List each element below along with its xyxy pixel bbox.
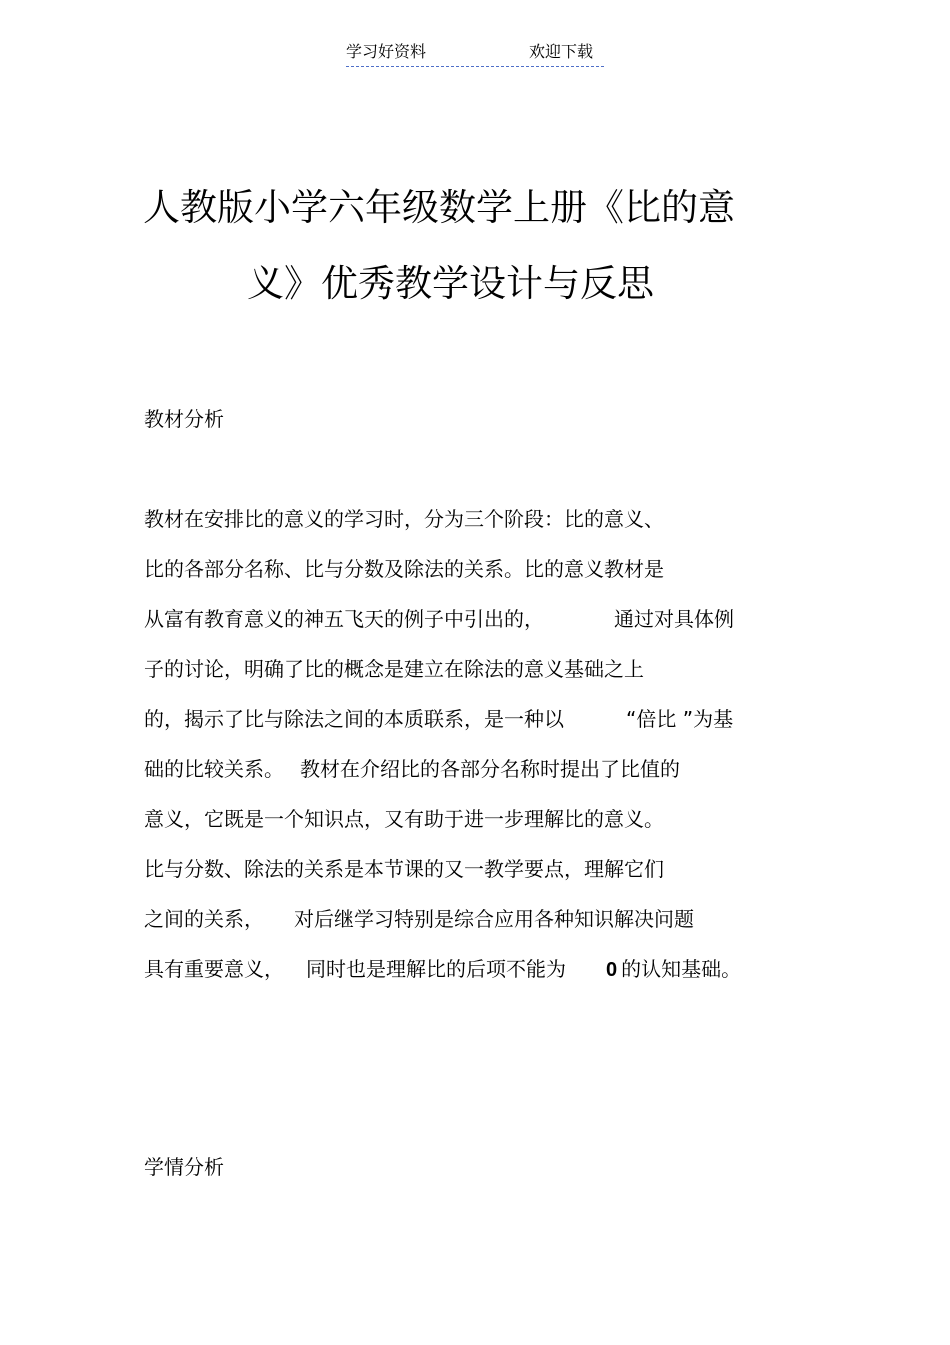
paragraph-line (144, 605, 734, 633)
paragraph-line: 意义，它既是一个知识点，又有助于进一步理解比的意义。 (144, 807, 664, 831)
line-segment: 通过对具体例 (614, 607, 734, 631)
line-number: 0 (606, 959, 618, 981)
header-left-text: 学习好资料 (346, 42, 427, 61)
line-segment: 对后继学习特别是综合应用各种知识解决问题 (294, 907, 694, 931)
line-segment: 的，揭示了比与除法之间的本质联系，是一种以 (144, 707, 564, 731)
line-segment: 教材在介绍比的各部分名称时提出了比值的 (300, 757, 680, 781)
line-segment: 的认知基础。 (621, 957, 742, 981)
line-segment: 从富有教育意义的神五飞天的例子中引出的， (144, 607, 544, 631)
paragraph-line (144, 755, 680, 783)
line-segment: 之间的关系， (144, 907, 264, 931)
section-heading-material: 教材分析 (144, 407, 224, 431)
line-segment: 同时也是理解比的后项不能为 (306, 957, 566, 981)
section-heading-students: 学情分析 (144, 1155, 224, 1179)
page-header (346, 40, 604, 67)
line-segment: 础的比较关系。 (144, 757, 284, 781)
header-right-text: 欢迎下载 (529, 42, 594, 61)
paragraph-line (144, 905, 694, 933)
paragraph-line: 教材在安排比的意义的学习时，分为三个阶段：比的意义、 (144, 507, 664, 531)
document-title-line-2: 义》优秀教学设计与反思 (247, 262, 654, 305)
paragraph-line: 比的各部分名称、比与分数及除法的关系。比的意义教材是 (144, 557, 664, 581)
paragraph-line (144, 705, 733, 733)
document-title-line-1: 人教版小学六年级数学上册《比的意 (143, 186, 735, 229)
paragraph-line: 子的讨论，明确了比的概念是建立在除法的意义基础之上 (144, 657, 644, 681)
line-segment: 具有重要意义， (144, 957, 284, 981)
line-segment: “倍比 ”为基 (626, 707, 734, 731)
paragraph-line: 比与分数、除法的关系是本节课的又一教学要点，理解它们 (144, 857, 664, 881)
paragraph-line (144, 955, 741, 984)
